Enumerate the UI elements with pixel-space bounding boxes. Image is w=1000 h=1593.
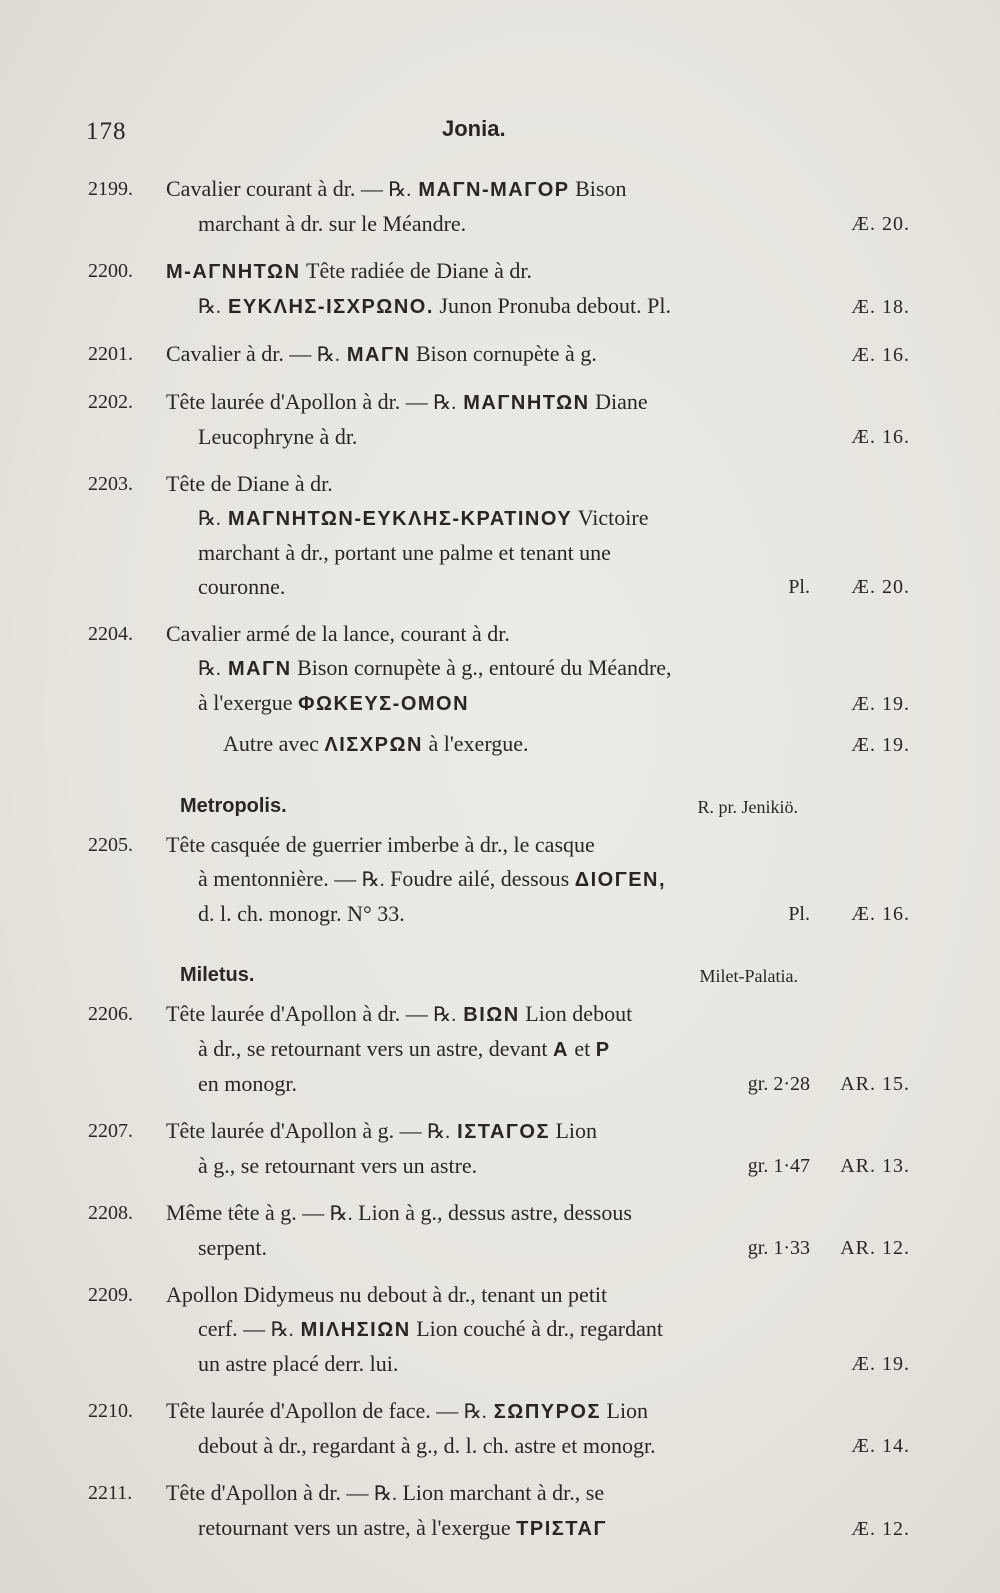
section-title: Metropolis. [180,795,287,817]
greek-legend: ΒΙΩΝ [456,1004,520,1026]
metal-size: Æ. 19. [851,1353,910,1375]
page-header [86,112,926,152]
description-text: et [568,1036,596,1061]
entry-group-miletus [88,997,928,1546]
entry-line [88,686,928,721]
metal-size: Æ. 18. [851,296,910,318]
metal-size: AR. 12. [840,1237,910,1259]
greek-legend: Ρ [595,1039,611,1061]
entry-line [88,385,928,420]
entry-line [88,1312,928,1347]
catalogue-entry [88,385,928,454]
description-text: Lion à g., dessus astre, dessous [352,1200,632,1225]
greek-legend: ΙΣΤΑΓΟΣ [450,1121,550,1143]
description-text: Même tête à g. — [166,1200,330,1225]
description-text: à g., se retournant vers un astre. [198,1153,478,1178]
catalogue-entry [88,1196,928,1265]
description-text: en monogr. [198,1071,297,1096]
metal-size: AR. 13. [840,1155,910,1177]
entry-line [88,501,928,536]
description-text: Cavalier à dr. — [166,341,317,366]
entry-number: 2205. [88,834,133,856]
entry-line [88,1394,928,1429]
entry-line [88,1231,928,1265]
entry-line [88,727,928,762]
description-text: Leucophryne à dr. [198,424,358,449]
description-text: Foudre ailé, dessous [384,866,575,891]
entry-line [88,1278,928,1312]
greek-legend: ΜΑΓΝΗΤΩΝ-ΕΥΚΛΗΣ-ΚΡΑΤΙΝΟΥ [220,508,573,530]
reverse-symbol: ℞. [433,1004,457,1026]
description-text: retournant vers un astre, à l'exergue [198,1515,517,1540]
plate-reference: Pl. [788,903,810,925]
description-text: marchant à dr., portant une palme et tenant une [198,540,611,565]
description-text: Lion couché à dr., regardant [410,1316,663,1341]
entry-number: 2200. [88,260,133,282]
reverse-symbol: ℞. [198,508,221,530]
entry-line [88,467,928,501]
catalogue-entry [88,828,928,931]
catalogue-content [88,172,928,1559]
description-text: Autre avec [223,731,325,756]
metal-size: Æ. 12. [851,1518,910,1540]
entry-line [88,207,928,241]
catalogue-entry [88,727,928,762]
metal-size: AR. 15. [840,1073,910,1095]
entry-number: 2201. [88,343,133,365]
entry-line [88,897,928,931]
entry-line [88,1429,928,1463]
greek-legend: ΦΩΚΕΥΣ-ΟΜΟΝ [298,693,470,715]
entry-line [88,1032,928,1067]
description-text: Cavalier armé de la lance, courant à dr. [166,621,510,646]
entry-line [88,570,928,604]
entry-group-metropolis [88,828,928,931]
entry-number: 2199. [88,178,133,200]
entry-number: 2207. [88,1120,133,1142]
description-text: Tête laurée d'Apollon à dr. — [166,389,434,414]
description-text: à mentonnière. — [198,866,362,891]
description-text: à l'exergue. [422,731,529,756]
greek-legend: ΣΩΠΥΡΟΣ [486,1401,601,1423]
metal-size: Æ. 19. [851,693,910,715]
coin-weight: gr. 1·33 [747,1237,810,1259]
catalogue-entry [88,1114,928,1183]
metal-size: Æ. 20. [851,576,910,598]
description-text: Tête laurée d'Apollon à g. — [166,1118,428,1143]
reverse-symbol: ℞. [427,1121,451,1143]
section-title: Miletus. [180,964,255,986]
entry-number: 2203. [88,473,133,495]
entry-line [88,1347,928,1381]
greek-legend: Α [552,1039,569,1061]
description-text: Tête de Diane à dr. [166,471,333,496]
greek-legend: ΔΙΟΓΕΝ, [574,869,667,891]
section-location: Milet-Palatia. [699,966,798,986]
reverse-symbol: ℞. [361,869,385,891]
metal-size: Æ. 19. [851,734,910,756]
section-heading-metropolis [88,782,928,822]
description-text: Apollon Didymeus nu debout à dr., tenant un petit [166,1282,608,1307]
reverse-symbol: ℞. [388,179,412,201]
greek-legend: ΤΡΙΣΤΑΓ [516,1518,607,1540]
entry-line [88,862,928,897]
coin-weight: gr. 2·28 [747,1073,810,1095]
entry-line [88,536,928,570]
description-text: Tête casquée de guerrier imberbe à dr., le casque [166,832,595,857]
entry-number: 2211. [88,1482,133,1504]
entry-line [88,1114,928,1149]
coin-weight: gr. 1·47 [747,1155,810,1177]
description-text: d. l. ch. monogr. N° 33. [198,901,405,926]
greek-legend: ΕΥΚΛΗΣ-ΙΣΧΡΩΝΟ. [220,296,434,318]
reverse-symbol: ℞. [270,1319,294,1341]
entry-line [88,1196,928,1231]
reverse-symbol: ℞. [374,1483,397,1505]
greek-legend: ΜΑΓΝΗΤΩΝ [456,392,590,414]
description-text: un astre placé derr. lui. [198,1351,399,1376]
entry-line [88,1149,928,1183]
entry-number: 2208. [88,1202,133,1224]
catalogue-entry [88,1278,928,1381]
page-number: 178 [86,118,127,145]
catalogue-entry [88,617,928,721]
catalogue-entry [88,1394,928,1463]
description-text: serpent. [198,1235,268,1260]
metal-size: Æ. 20. [851,213,910,235]
description-text: Tête laurée d'Apollon à dr. — [166,1001,434,1026]
catalogue-entry [88,1476,928,1546]
entry-line [88,1067,928,1101]
reverse-symbol: ℞. [198,296,221,318]
plate-reference: Pl. [788,576,810,598]
greek-legend: ΜΑΓΝ-ΜΑΓΟΡ [411,179,570,201]
reverse-symbol: ℞. [329,1203,353,1225]
entry-group-magnesia [88,172,928,762]
metal-size: Æ. 14. [851,1435,910,1457]
entry-number: 2206. [88,1003,133,1025]
catalogue-entry [88,254,928,324]
description-text: marchant à dr. sur le Méandre. [198,211,467,236]
greek-legend: ΛΙΣΧΡΩΝ [324,734,423,756]
entry-line [88,997,928,1032]
metal-size: Æ. 16. [851,426,910,448]
description-text: Lion marchant à dr., se [396,1480,605,1505]
greek-legend: ΜΙΛΗΣΙΩΝ [293,1319,411,1341]
reverse-symbol: ℞. [316,344,340,366]
description-text: à dr., se retournant vers un astre, devant [198,1036,553,1061]
catalogue-entry [88,172,928,241]
description-text: debout à dr., regardant à g., d. l. ch. astre et monogr. [198,1433,656,1458]
description-text: Lion [601,1398,649,1423]
entry-line [88,828,928,862]
entry-line [88,289,928,324]
greek-legend: ΜΑΓΝ [220,658,292,680]
entry-line [88,172,928,207]
description-text: Bison [569,176,627,201]
description-text: Lion debout [519,1001,633,1026]
section-location: R. pr. Jenikiö. [697,797,798,817]
description-text: Tête d'Apollon à dr. — [166,1480,375,1505]
reverse-symbol: ℞. [463,1401,487,1423]
description-text: Victoire [572,505,649,530]
catalogue-entry [88,337,928,372]
catalogue-entry [88,997,928,1101]
metal-size: Æ. 16. [851,344,910,366]
entry-number: 2202. [88,391,133,413]
running-title: Jonia. [442,116,506,141]
entry-line [88,337,928,372]
description-text: Tête radiée de Diane à dr. [300,258,532,283]
description-text: Junon Pronuba debout. Pl. [433,293,672,318]
metal-size: Æ. 16. [851,903,910,925]
catalogue-entry [88,467,928,604]
entry-number: 2210. [88,1400,133,1422]
entry-number: 2209. [88,1284,133,1306]
description-text: Bison cornupète à g., entouré du Méandre, [291,655,672,680]
description-text: Tête laurée d'Apollon de face. — [166,1398,464,1423]
entry-line [88,1511,928,1546]
entry-line [88,1476,928,1511]
entry-line [88,420,928,454]
description-text: couronne. [198,574,286,599]
description-text: à l'exergue [198,690,299,715]
entry-line [88,254,928,289]
description-text: Diane [589,389,648,414]
entry-line [88,617,928,651]
description-text: Lion [549,1118,598,1143]
greek-legend: ΜΑΓΝ [339,344,411,366]
reverse-symbol: ℞. [433,392,457,414]
description-text: Bison cornupète à g. [410,341,597,366]
description-text: Cavalier courant à dr. — [166,176,389,201]
reverse-symbol: ℞. [198,658,221,680]
entry-number: 2204. [88,623,133,645]
section-heading-miletus [88,951,928,991]
description-text: cerf. — [198,1316,271,1341]
entry-line [88,651,928,686]
greek-legend: Μ-ΑΓΝΗΤΩΝ [166,261,301,283]
